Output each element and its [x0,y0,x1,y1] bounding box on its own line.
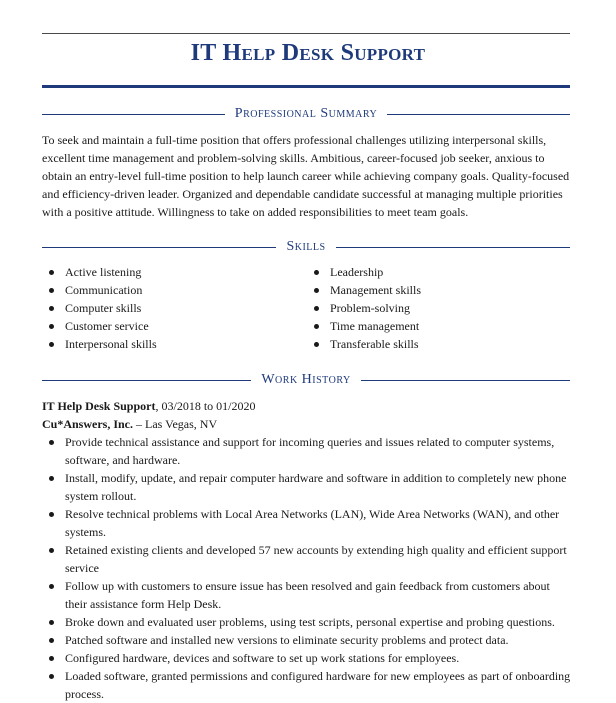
skills-heading [42,238,570,256]
job-duty: Resolve technical problems with Local Area Networks (LAN), Wide Area Networks (WAN), and other systems. [42,505,572,541]
job-company: Cu*Answers, Inc. [42,417,134,431]
title-divider [42,85,570,88]
job-duties-list [42,433,572,703]
summary-heading-label: Professional Summary [234,106,378,121]
job-duty: Retained existing clients and developed 57 new accounts by extending high quality and efficient support service [42,541,572,577]
work-history-heading-label: Work History [261,372,351,387]
skill-item: Problem-solving [308,299,558,317]
job-role: IT Help Desk Support [42,399,156,413]
skill-item: Transferable skills [308,335,558,353]
job-duty: Patched software and installed new versions to eliminate security problems and protect data. [42,631,572,649]
job-duty: Follow up with customers to ensure issue has been resolved and gain feedback from customers about their assistance form Help Desk. [42,577,572,613]
heading-rule-right [361,380,570,381]
job-duty: Install, modify, update, and repair computer hardware and software in addition to completely new phone system rollout. [42,469,572,505]
job-duty: Configured hardware, devices and software to set up work stations for employees. [42,649,572,667]
job-location: – Las Vegas, NV [133,417,218,431]
top-divider [42,33,570,34]
skill-item: Interpersonal skills [43,335,283,353]
skill-item: Customer service [43,317,283,335]
skills-list-left [43,263,283,353]
heading-rule-left [42,380,251,381]
skill-item: Computer skills [43,299,283,317]
job-duty: Loaded software, granted permissions and configured hardware for new employees as part of onboarding process. [42,667,572,703]
job-company-line [42,415,217,433]
job-dates: , 03/2018 to 01/2020 [155,399,256,413]
heading-rule-left [42,247,276,248]
skill-item: Communication [43,281,283,299]
summary-text: To seek and maintain a full-time position that offers professional challenges utilizing interpersonal skills, excellent time management and problem-solving skills. Ambitious, career-focused job seeker, anxious to obtain an entry-level full-time position to help launch career while achieving company goals. Quality-focused and efficiency-driven leader. Organized and dependable candidate successful at managing multiple priorities with a positive attitude. Willingness to take on added responsibilities to meet team goals. [42,133,570,219]
skill-item: Active listening [43,263,283,281]
job-title-line [42,397,256,415]
heading-rule-left [42,114,225,115]
skills-heading-label: Skills [286,239,326,254]
skill-item: Management skills [308,281,558,299]
work-history-heading [42,371,570,389]
skills-list-right [308,263,558,353]
job-duty: Provide technical assistance and support for incoming queries and issues related to computer systems, software, and hardware. [42,433,572,469]
skill-item: Time management [308,317,558,335]
resume-title: IT Help Desk Support [190,40,426,66]
heading-rule-right [336,247,570,248]
job-duty: Broke down and evaluated user problems, using test scripts, personal expertise and probing questions. [42,613,572,631]
skill-item: Leadership [308,263,558,281]
summary-heading [42,105,570,123]
heading-rule-right [387,114,570,115]
